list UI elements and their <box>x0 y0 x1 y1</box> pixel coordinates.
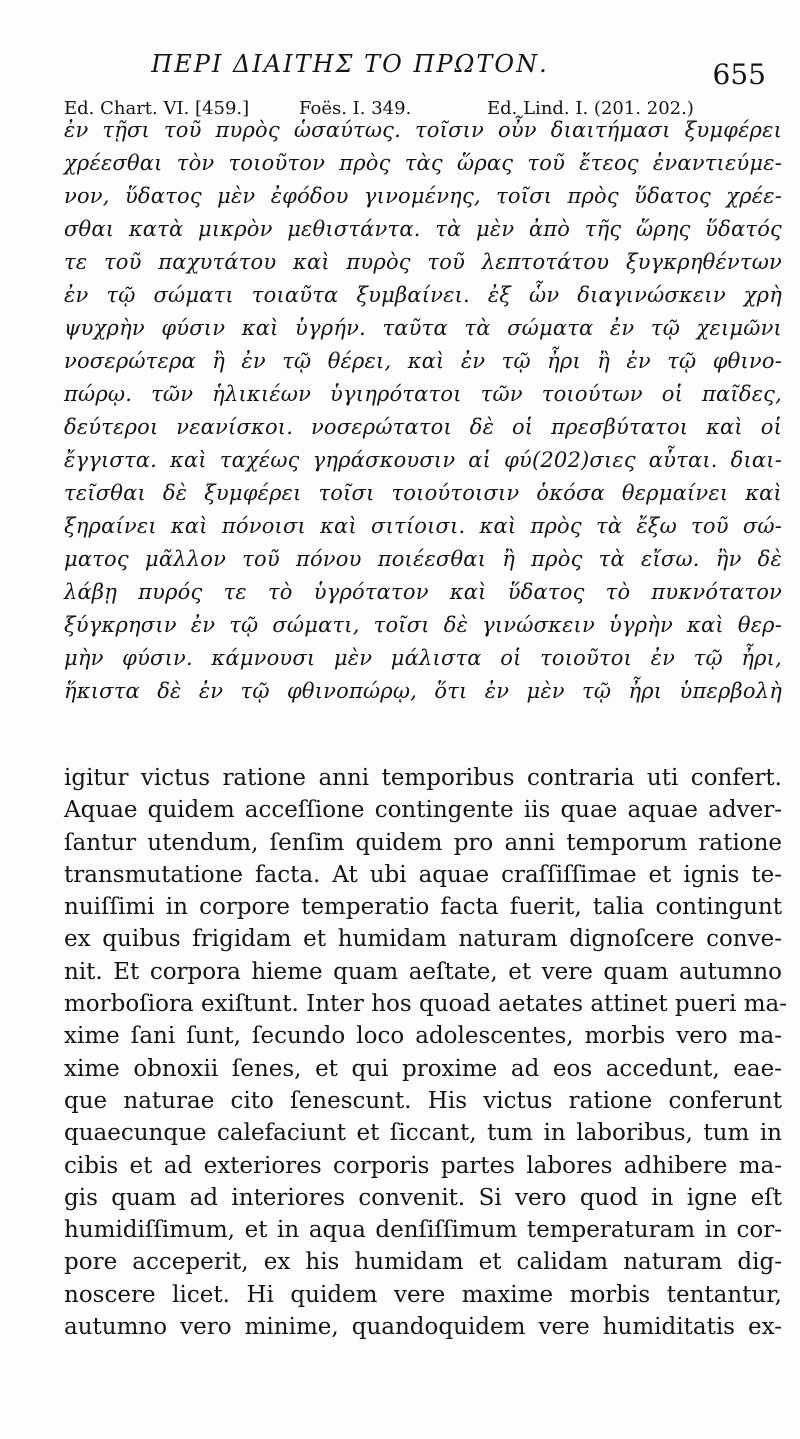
greek-line: ἐν τῷ σώματι τοιαῦτα ξυμβαίνει. ἐξ ὧν διαγινώσκειν χρὴ <box>64 283 782 307</box>
latin-line: que naturae cito ſenescunt. His victus ratione conferunt <box>64 1087 782 1114</box>
greek-line: πώρῳ. τῶν ἡλικιέων ὑγιηρότατοι τῶν τοιούτων οἱ παῖδες, <box>64 382 782 406</box>
latin-line: xime obnoxii ſenes, et qui proxime ad eos accedunt, eae- <box>64 1055 782 1082</box>
greek-line: ψυχρὴν φύσιν καὶ ὑγρήν. ταῦτα τὰ σώματα ἐν τῷ χειμῶνι <box>64 316 782 340</box>
linden-edition-reference: Ed. Lind. I. (201. 202.) <box>487 98 694 119</box>
latin-line: nuiſſimi in corpore temperatio facta fuerit, talia contingunt <box>64 894 782 921</box>
greek-line: δεύτεροι νεανίσκοι. νοσερώτατοι δὲ οἱ πρεσβύτατοι καὶ οἱ <box>64 415 782 439</box>
latin-line: pore acceperit, ex his humidam et calidam naturam dig- <box>64 1249 782 1276</box>
greek-line: λάβῃ πυρός τε τὸ ὑγρότατον καὶ ὕδατος τὸ πυκνότατον <box>64 580 782 604</box>
latin-line: quaecunque calefaciunt et ſiccant, tum in laboribus, tum in <box>64 1120 782 1147</box>
latin-line: Aquae quidem acceſſione contingente iis quae aquae adver- <box>64 797 782 824</box>
latin-line: ex quibus frigidam et humidam naturam dignoſcere conve- <box>64 926 782 953</box>
greek-line: σθαι κατὰ μικρὸν μεθιστάντα. τὰ μὲν ἀπὸ τῆς ὥρης ὕδατός <box>64 217 782 241</box>
greek-line: ματος μᾶλλον τοῦ πόνου ποιέεσθαι ἢ πρὸς τὰ εἴσω. ἢν δὲ <box>64 547 782 571</box>
latin-line: ſantur utendum, ſenſim quidem pro anni temporum ratione <box>64 829 782 856</box>
greek-line: ξηραίνει καὶ πόνοισι καὶ σιτίοισι. καὶ πρὸς τὰ ἔξω τοῦ σώ- <box>64 514 782 538</box>
greek-line: τεῖσθαι δὲ ξυμφέρει τοῖσι τοιούτοισιν ὁκόσα θερμαίνει καὶ <box>64 481 782 505</box>
latin-line: transmutatione facta. At ubi aquae craſſiſſimae et ignis te- <box>64 861 782 888</box>
running-title: ΠΕΡΙ ΔΙΑΙΤΗΣ ΤΟ ΠΡΩΤΟΝ. <box>151 50 549 78</box>
greek-line: ἐν τῇσι τοῦ πυρὸς ὡσαύτως. τοῖσιν οὖν διαιτήμασι ξυμφέρει <box>64 118 782 142</box>
greek-line: μὴν φύσιν. κάμνουσι μὲν μάλιστα οἱ τοιοῦτοι ἐν τῷ ἦρι, <box>64 646 782 670</box>
latin-line: gis quam ad interiores convenit. Si vero quod in igne eſt <box>64 1184 782 1211</box>
greek-line: χρέεσθαι τὸν τοιοῦτον πρὸς τὰς ὥρας τοῦ ἔτεος ἐναντιεύμε- <box>64 151 782 175</box>
latin-line: cibis et ad exteriores corporis partes labores adhibere ma- <box>64 1152 782 1179</box>
latin-line: autumno vero minime, quandoquidem vere humiditatis ex- <box>64 1314 782 1341</box>
greek-text-block <box>64 114 782 708</box>
latin-text-block <box>64 762 787 1343</box>
latin-line: morboſiora exiſtunt. Inter hos quoad aetates attinet pueri ma- <box>64 991 787 1018</box>
foes-edition-reference: Foës. I. 349. <box>299 98 412 119</box>
latin-line: humidiſſimum, et in aqua denſiſſimum temperaturam in cor- <box>64 1217 782 1244</box>
greek-line: νον, ὕδατος μὲν ἐφόδου γινομένης, τοῖσι πρὸς ὕδατος χρέε- <box>64 184 782 208</box>
latin-line: nit. Et corpora hieme quam aeſtate, et vere quam autumno <box>64 958 782 985</box>
greek-line: νοσερώτερα ἢ ἐν τῷ θέρει, καὶ ἐν τῷ ἦρι ἢ ἐν τῷ φθινο- <box>64 349 782 373</box>
greek-line: ἔγγιστα. καὶ ταχέως γηράσκουσιν αἱ φύ(202)σιες αὗται. διαι- <box>64 448 782 472</box>
latin-line: xime ſani ſunt, ſecundo loco adolescentes, morbis vero ma- <box>64 1023 782 1050</box>
latin-line: igitur victus ratione anni temporibus contraria uti confert. <box>64 765 782 791</box>
greek-line: ξύγκρησιν ἐν τῷ σώματι, τοῖσι δὲ γινώσκειν ὑγρὴν καὶ θερ- <box>64 613 782 637</box>
chartier-edition-reference: Ed. Chart. VI. [459.] <box>64 98 250 119</box>
greek-line: τε τοῦ παχυτάτου καὶ πυρὸς τοῦ λεπτοτάτου ξυγκρηθέντων <box>64 250 782 274</box>
page-number: 655 <box>712 58 766 91</box>
greek-line: ἥκιστα δὲ ἐν τῷ φθινοπώρῳ, ὅτι ἐν μὲν τῷ ἦρι ὑπερβολὴ <box>64 679 782 703</box>
latin-line: noscere licet. Hi quidem vere maxime morbis tentantur, <box>64 1281 782 1308</box>
page-header <box>0 44 800 91</box>
